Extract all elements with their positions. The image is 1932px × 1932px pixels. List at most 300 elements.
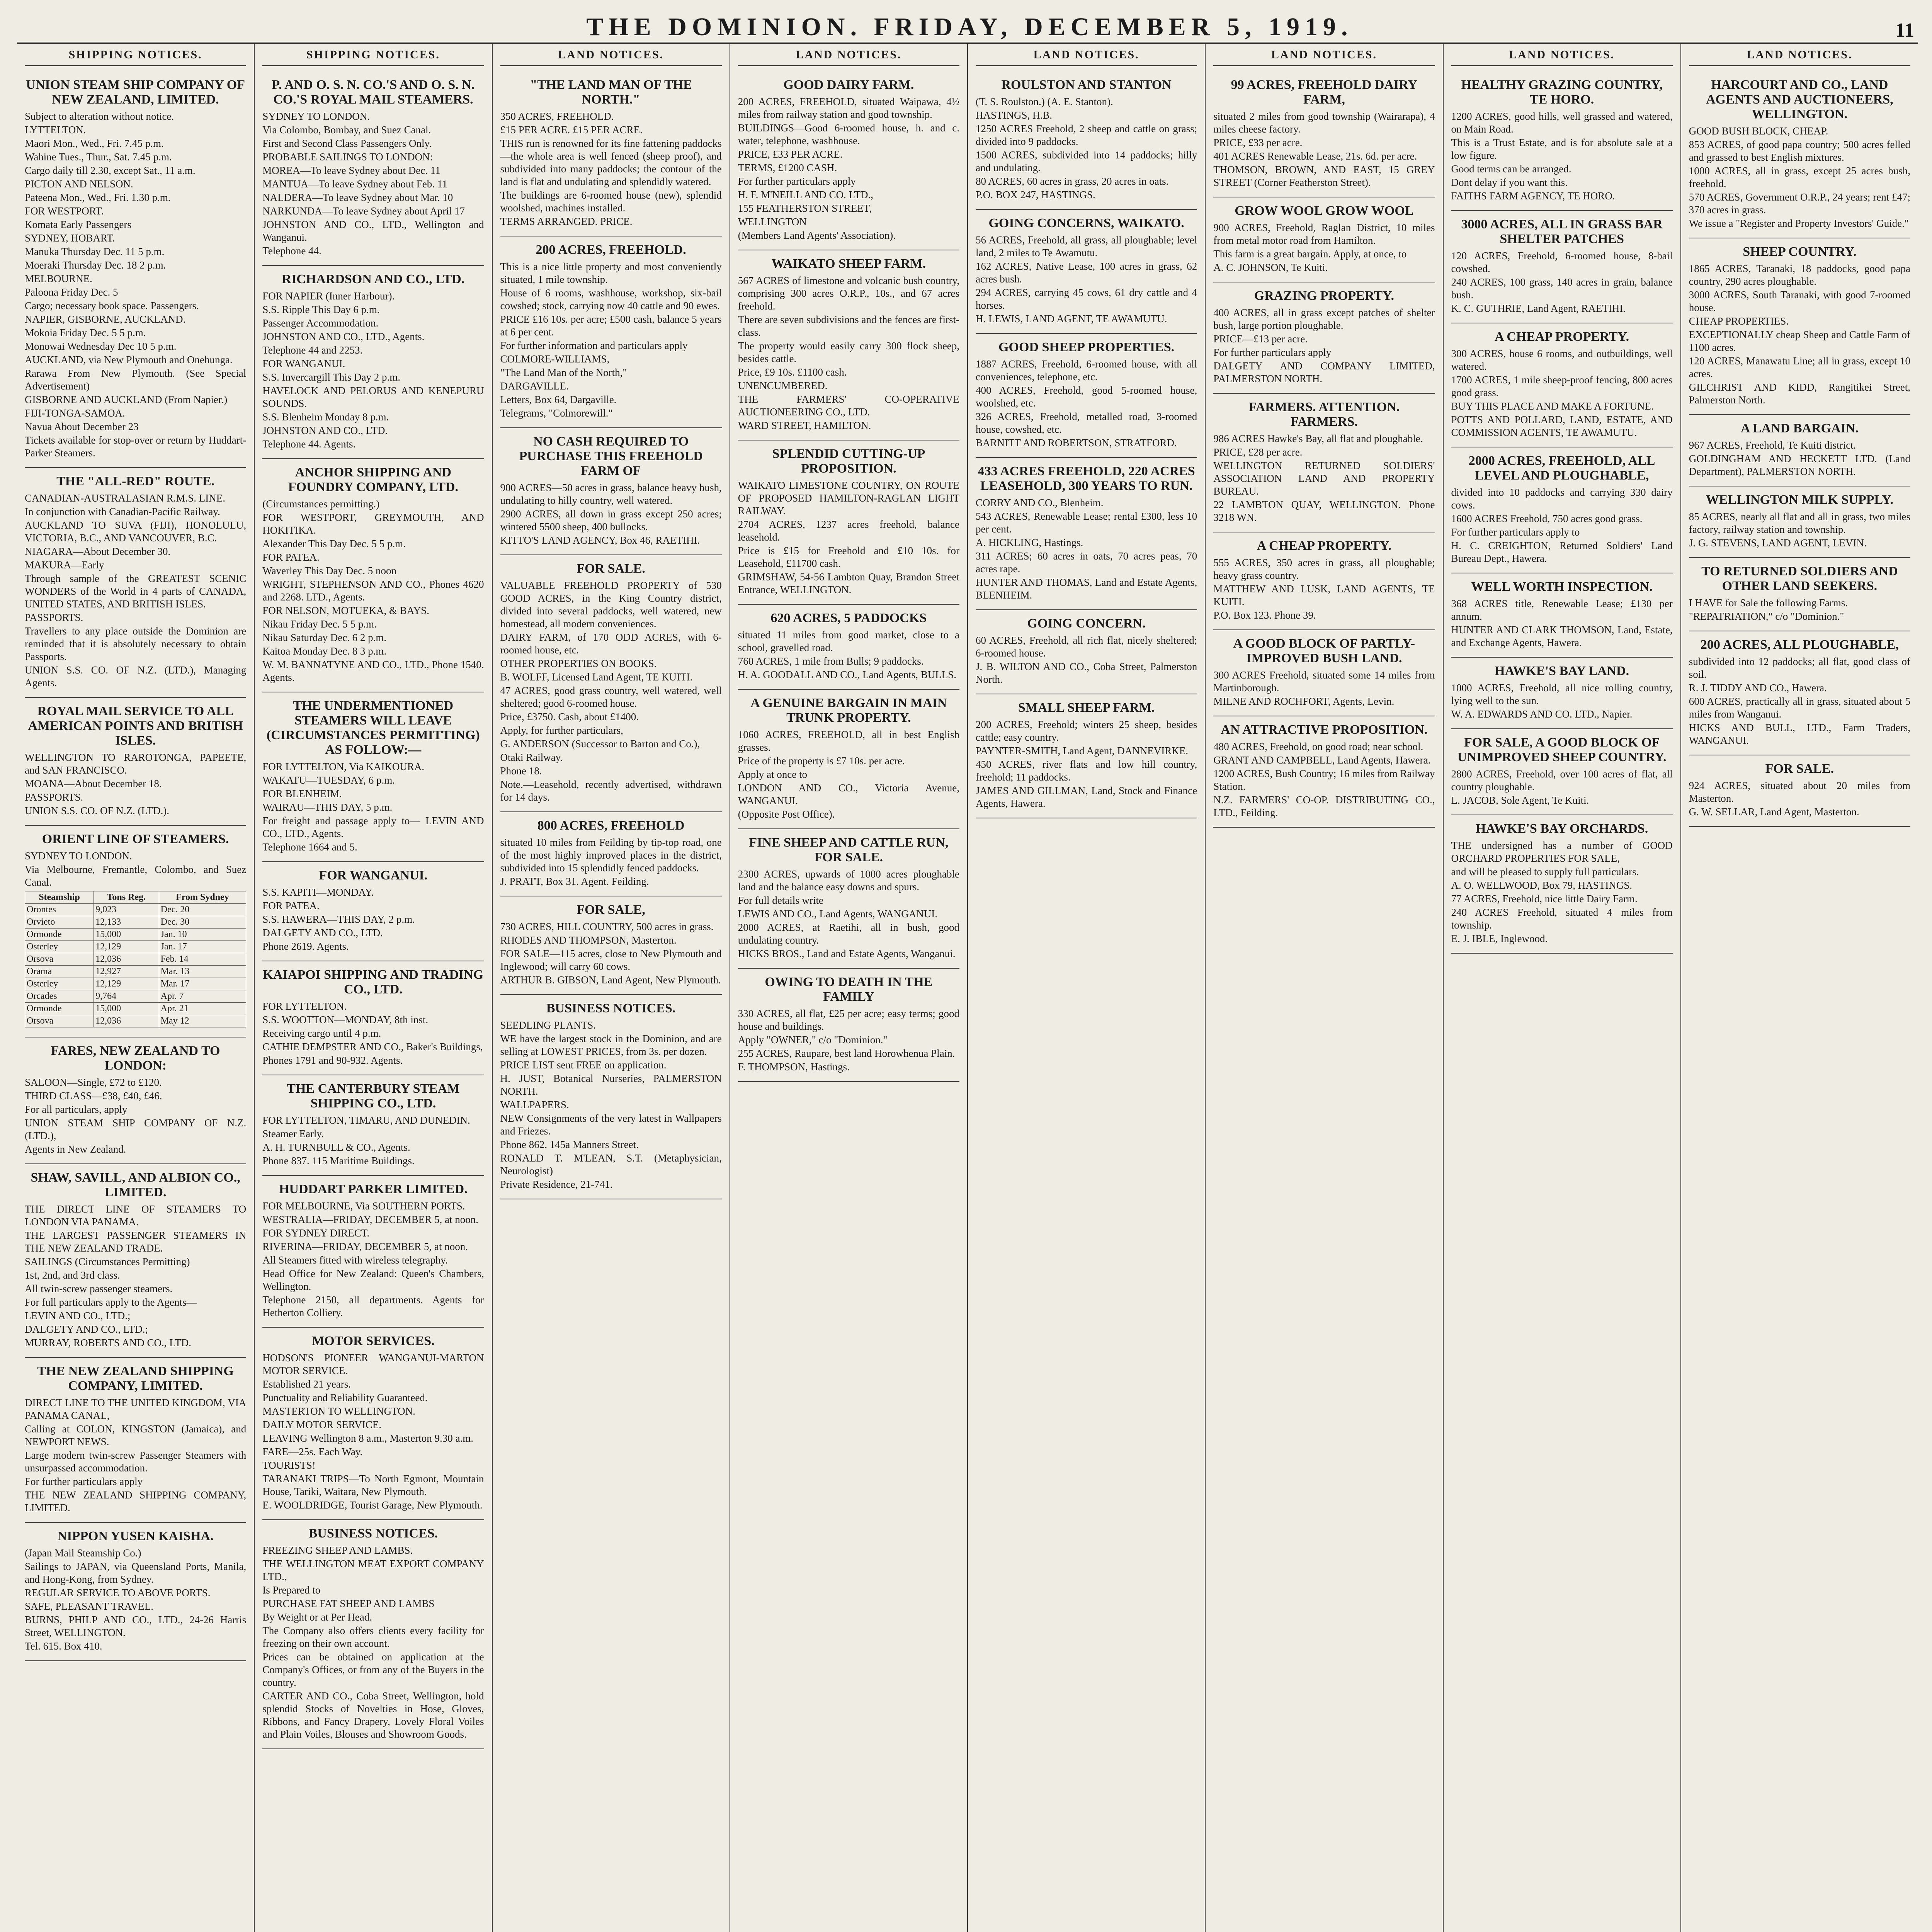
- ad-line: TARANAKI TRIPS—To North Egmont, Mountain House, Tariki, Waitara, New Plymouth.: [262, 1473, 484, 1497]
- ad-line: FARE—25s. Each Way.: [262, 1446, 363, 1458]
- ad-line: MAKURA—Early: [25, 559, 104, 571]
- ad-line: Established 21 years.: [262, 1378, 351, 1390]
- ad-title: THE CANTERBURY STEAM SHIPPING CO., LTD.: [287, 1082, 460, 1111]
- ad-line: FOR WANGANUI.: [262, 358, 345, 369]
- ad-line: Dont delay if you want this.: [1451, 177, 1568, 188]
- ad-line: For further particulars apply: [25, 1476, 143, 1487]
- ad-title: WELLINGTON MILK SUPPLY.: [1706, 493, 1893, 507]
- ad-title: FOR SALE,: [577, 903, 645, 917]
- ad-line: PROBABLE SAILINGS TO LONDON:: [262, 151, 433, 163]
- ad-title: 99 ACRES, FREEHOLD DAIRY FARM,: [1231, 78, 1418, 107]
- ad-line: For further particulars apply to: [1451, 526, 1580, 538]
- ad-line: HASTINGS, H.B.: [976, 109, 1053, 121]
- advertisement: [738, 440, 959, 605]
- ad-line: HICKS AND BULL, LTD., Farm Traders, WANGANUI.: [1689, 722, 1910, 746]
- ad-line: P.O. BOX 247, HASTINGS.: [976, 189, 1095, 201]
- ad-line: Tickets available for stop-over or return by Huddart-Parker Steamers.: [25, 434, 247, 459]
- ad-line: situated 10 miles from Feilding by tip-top road, one of the most highly improved places in the district, subdivided into 15 splendidly fenced paddocks.: [500, 837, 722, 874]
- ad-line: "REPATRIATION," c/o "Dominion.": [1689, 611, 1844, 622]
- column-header: LAND NOTICES.: [1689, 47, 1910, 66]
- ad-line: J. B. WILTON AND CO., Coba Street, Palmerston North.: [976, 661, 1197, 685]
- advertisement: [25, 1164, 246, 1358]
- ad-line: 2900 ACRES, all down in grass except 250 acres; wintered 5500 sheep, 400 bullocks.: [500, 508, 722, 532]
- ad-line: Agents in New Zealand.: [25, 1143, 126, 1155]
- ad-line: 120 ACRES, Manawatu Line; all in grass, except 10 acres.: [1689, 355, 1910, 379]
- ad-title: HAWKE'S BAY LAND.: [1495, 664, 1629, 678]
- advertisement: [976, 458, 1197, 610]
- ad-line: NAPIER, GISBORNE, AUCKLAND.: [25, 313, 186, 325]
- ad-line: 300 ACRES, house 6 rooms, and outbuildings, well watered.: [1451, 348, 1673, 372]
- ad-line: Steamer Early.: [262, 1128, 324, 1139]
- advertisement: [1689, 558, 1910, 631]
- ad-line: 1060 ACRES, FREEHOLD, all in best English grasses.: [738, 729, 959, 753]
- ad-title: ROYAL MAIL SERVICE TO ALL AMERICAN POINTS AND BRITISH ISLES.: [28, 704, 243, 748]
- ad-line: Phones 1791 and 90-932. Agents.: [262, 1054, 403, 1066]
- ad-title: 3000 ACRES, ALL IN GRASS BAR SHELTER PATCHES: [1461, 217, 1663, 246]
- ad-line: B. WOLFF, Licensed Land Agent, TE KUITI.: [500, 671, 693, 683]
- advertisement: [262, 266, 484, 459]
- ad-line: 570 ACRES, Government O.R.P., 24 years; rent £47; 370 acres in grass.: [1689, 191, 1910, 216]
- ad-line: Calling at COLON, KINGSTON (Jamaica), and NEWPORT NEWS.: [25, 1423, 247, 1447]
- ad-line: £15 PER ACRE. £15 PER ACRE.: [500, 124, 643, 136]
- ad-line: 2000 ACRES, at Raetihi, all in bush, good undulating country.: [738, 922, 959, 946]
- ad-line: F. THOMPSON, Hastings.: [738, 1061, 850, 1073]
- advertisement: [738, 829, 959, 969]
- ad-line: For further particulars apply: [738, 175, 856, 187]
- column-col5: [968, 44, 1206, 1932]
- ad-line: MASTERTON TO WELLINGTON.: [262, 1405, 415, 1417]
- table-cell: May 12: [159, 1015, 246, 1027]
- ad-title: SPLENDID CUTTING-UP PROPOSITION.: [772, 447, 925, 476]
- ad-title: GOING CONCERNS, WAIKATO.: [988, 216, 1184, 230]
- ad-line: 900 ACRES, Freehold, Raglan District, 10 miles from metal motor road from Hamilton.: [1213, 222, 1435, 246]
- ad-title: FARES, NEW ZEALAND TO LONDON:: [51, 1044, 220, 1073]
- ad-line: 401 ACRES Renewable Lease, 21s. 6d. per acre.: [1213, 150, 1417, 162]
- ad-title: WELL WORTH INSPECTION.: [1471, 580, 1653, 594]
- ad-line: THOMSON, BROWN, AND EAST, 15 GREY STREET (Corner Featherston Street).: [1213, 164, 1435, 188]
- ad-title: HEALTHY GRAZING COUNTRY, TE HORO.: [1461, 78, 1663, 107]
- ad-line: 368 ACRES title, Renewable Lease; £130 per annum.: [1451, 598, 1673, 622]
- ad-line: 47 ACRES, good grass country, well watered, well sheltered; good 6-roomed house.: [500, 685, 722, 709]
- ad-line: 155 FEATHERSTON STREET,: [738, 202, 872, 214]
- ad-title: FOR SALE.: [577, 561, 645, 576]
- advertisement: [262, 459, 484, 692]
- ad-line: W. A. EDWARDS AND CO. LTD., Napier.: [1451, 708, 1633, 720]
- advertisement: [262, 862, 484, 961]
- ad-line: Nikau Friday Dec. 5 5 p.m.: [262, 618, 377, 630]
- ad-line: Head Office for New Zealand: Queen's Chambers, Wellington.: [262, 1268, 484, 1292]
- advertisement: [1451, 71, 1673, 211]
- ad-line: MILNE AND ROCHFORT, Agents, Levin.: [1213, 696, 1395, 707]
- ad-line: Telephone 44 and 2253.: [262, 344, 363, 356]
- table-cell: 12,129: [94, 978, 159, 990]
- ad-line: Phone 837. 115 Maritime Buildings.: [262, 1155, 415, 1167]
- ad-line: TERMS ARRANGED. PRICE.: [500, 216, 633, 227]
- ad-line: Mokoia Friday Dec. 5 5 p.m.: [25, 327, 146, 338]
- ad-line: (Members Land Agents' Association).: [738, 230, 896, 241]
- ad-line: CANADIAN-AUSTRALASIAN R.M.S. LINE.: [25, 492, 225, 504]
- advertisement: [25, 1037, 246, 1164]
- table-cell: 9,023: [94, 904, 159, 916]
- ad-line: PRICE, £28 per acre.: [1213, 446, 1303, 458]
- table-cell: Dec. 20: [159, 904, 246, 916]
- ad-line: 1250 ACRES Freehold, 2 sheep and cattle on grass; divided into 9 paddocks.: [976, 123, 1197, 147]
- ad-line: FOR NAPIER (Inner Harbour).: [262, 290, 395, 302]
- advertisement: [738, 605, 959, 690]
- advertisement: [500, 71, 722, 236]
- ad-line: LEVIN AND CO., LTD.;: [25, 1310, 131, 1321]
- ad-line: 1200 ACRES, Bush Country; 16 miles from Railway Station.: [1213, 768, 1435, 792]
- ad-line: Via Melbourne, Fremantle, Colombo, and Suez Canal.: [25, 864, 247, 888]
- ad-line: Phone 862. 145a Manners Street.: [500, 1139, 639, 1150]
- ad-line: PURCHASE FAT SHEEP AND LAMBS: [262, 1598, 435, 1609]
- ad-line: 986 ACRES Hawke's Bay, all flat and ploughable.: [1213, 433, 1423, 444]
- ad-line: Monowai Wednesday Dec 10 5 p.m.: [25, 340, 177, 352]
- ad-line: Cargo daily till 2.30, except Sat., 11 a.m.: [25, 165, 196, 176]
- ad-line: MELBOURNE.: [25, 273, 92, 284]
- ad-line: 80 ACRES, 60 acres in grass, 20 acres in oats.: [976, 175, 1169, 187]
- table-cell: Orama: [25, 966, 94, 978]
- ad-line: W. M. BANNATYNE AND CO., LTD., Phone 1540. Agents.: [262, 659, 484, 683]
- ad-line: 240 ACRES, 100 grass, 140 acres in grain, balance bush.: [1451, 276, 1673, 301]
- ad-line: Sailings to JAPAN, via Queensland Ports, Manila, and Hong-Kong, from Sydney.: [25, 1561, 247, 1585]
- ad-line: H. F. M'NEILL AND CO. LTD.,: [738, 189, 873, 201]
- ad-line: THE NEW ZEALAND SHIPPING COMPANY, LIMITED.: [25, 1489, 247, 1514]
- ad-line: 1200 ACRES, good hills, well grassed and watered, on Main Road.: [1451, 111, 1673, 135]
- ad-line: PASSPORTS.: [25, 791, 83, 803]
- ad-line: SALOON—Single, £72 to £120.: [25, 1077, 162, 1088]
- ad-line: Telephone 1664 and 5.: [262, 841, 357, 853]
- ad-line: WAIRAU—THIS DAY, 5 p.m.: [262, 801, 393, 813]
- ad-line: Is Prepared to: [262, 1584, 321, 1596]
- ad-title: KAIAPOI SHIPPING AND TRADING CO., LTD.: [263, 968, 484, 997]
- ad-line: FOR SYDNEY DIRECT.: [262, 1227, 370, 1239]
- ad-line: All twin-screw passenger steamers.: [25, 1283, 173, 1294]
- ad-line: MOREA—To leave Sydney about Dec. 11: [262, 165, 440, 176]
- advertisement: [1689, 238, 1910, 415]
- ad-line: S.S. WOOTTON—MONDAY, 8th inst.: [262, 1014, 429, 1026]
- ad-title: A GOOD BLOCK OF PARTLY-IMPROVED BUSH LAND.: [1233, 636, 1415, 665]
- ad-title: 620 ACRES, 5 PADDOCKS: [770, 611, 927, 625]
- ad-line: DALGETY AND COMPANY LIMITED, PALMERSTON NORTH.: [1213, 360, 1435, 384]
- column-header: LAND NOTICES.: [1213, 47, 1435, 66]
- ad-line: P.O. Box 123. Phone 39.: [1213, 609, 1316, 621]
- table-cell: Jan. 17: [159, 941, 246, 953]
- ad-line: First and Second Class Passengers Only.: [262, 138, 432, 149]
- ad-line: PICTON AND NELSON.: [25, 178, 133, 190]
- ad-line: LYTTELTON.: [25, 124, 86, 136]
- ad-line: A. O. WELLWOOD, Box 79, HASTINGS.: [1451, 879, 1632, 891]
- ad-line: FOR LYTTELTON, Via KAIKOURA.: [262, 761, 425, 772]
- table-cell: 15,000: [94, 1003, 159, 1015]
- columns: [17, 44, 1918, 1932]
- ad-line: Via Colombo, Bombay, and Suez Canal.: [262, 124, 431, 136]
- ad-line: A. H. TURNBULL & CO., Agents.: [262, 1141, 410, 1153]
- ad-line: Rarawa From New Plymouth. (See Special Advertisement): [25, 367, 247, 392]
- ad-line: (Circumstances permitting.): [262, 498, 380, 510]
- ad-line: UNENCUMBERED.: [738, 380, 828, 391]
- ad-line: HUNTER AND THOMAS, Land and Estate Agents, BLENHEIM.: [976, 577, 1197, 601]
- ad-title: NIPPON YUSEN KAISHA.: [57, 1529, 214, 1543]
- ad-line: (Opposite Post Office).: [738, 808, 835, 820]
- ad-line: Price is £15 for Freehold and £10 10s. for Leasehold, £11700 cash.: [738, 545, 959, 569]
- ad-line: Note.—Leasehold, recently advertised, withdrawn for 14 days.: [500, 779, 722, 803]
- ad-line: 2704 ACRES, 1237 acres freehold, balance leasehold.: [738, 519, 959, 543]
- advertisement: [976, 694, 1197, 818]
- advertisement: [738, 969, 959, 1082]
- ad-line: THE undersigned has a number of GOOD ORCHARD PROPERTIES FOR SALE,: [1451, 840, 1673, 864]
- ad-line: L. JACOB, Sole Agent, Te Kuiti.: [1451, 794, 1589, 806]
- ad-title: AN ATTRACTIVE PROPOSITION.: [1221, 723, 1428, 737]
- ad-line: FOR PATEA.: [262, 551, 320, 563]
- ad-line: Kaitoa Monday Dec. 8 3 p.m.: [262, 645, 387, 657]
- ad-line: Phone 18.: [500, 765, 542, 777]
- table-cell: 12,036: [94, 1015, 159, 1027]
- ad-line: UNION S.S. CO. OF N.Z. (LTD.), Managing Agents.: [25, 664, 247, 689]
- ad-line: NIAGARA—About December 30.: [25, 546, 171, 557]
- ad-line: Letters, Box 64, Dargaville.: [500, 394, 617, 405]
- advertisement: [500, 236, 722, 428]
- ad-line: 255 ACRES, Raupare, best land Horowhenua Plain.: [738, 1048, 955, 1059]
- ad-line: S.S. Ripple This Day 6 p.m.: [262, 304, 380, 315]
- ad-line: DALGETY AND CO., LTD.: [262, 927, 383, 939]
- ad-line: FOR BLENHEIM.: [262, 788, 342, 799]
- advertisement: [500, 896, 722, 995]
- ad-line: 77 ACRES, Freehold, nice little Dairy Farm.: [1451, 893, 1638, 905]
- ad-line: Price, £9 10s. £1100 cash.: [738, 366, 847, 378]
- table-row: [25, 1015, 246, 1027]
- ad-line: DALGETY AND CO., LTD.;: [25, 1323, 148, 1335]
- ad-line: A. HICKLING, Hastings.: [976, 537, 1083, 548]
- ad-line: FOR LYTTELTON, TIMARU, AND DUNEDIN.: [262, 1114, 470, 1126]
- table-cell: Feb. 14: [159, 953, 246, 966]
- table-row: [25, 1003, 246, 1015]
- ad-line: S.S. HAWERA—THIS DAY, 2 p.m.: [262, 913, 415, 925]
- table-cell: Mar. 17: [159, 978, 246, 990]
- ad-title: GROW WOOL GROW WOOL: [1235, 204, 1414, 218]
- ad-line: I HAVE for Sale the following Farms.: [1689, 597, 1848, 609]
- ad-line: GOLDINGHAM AND HECKETT LTD. (Land Department), PALMERSTON NORTH.: [1689, 453, 1910, 477]
- ad-line: R. J. TIDDY AND CO., Hawera.: [1689, 682, 1827, 694]
- ad-line: situated 11 miles from good market, close to a school, gravelled road.: [738, 629, 959, 653]
- ad-line: Komata Early Passengers: [25, 219, 131, 230]
- table-cell: 9,764: [94, 990, 159, 1003]
- advertisement: [1213, 716, 1435, 828]
- ad-title: 433 ACRES FREEHOLD, 220 ACRES LEASEHOLD, 300 YEARS TO RUN.: [978, 464, 1195, 493]
- ad-line: Punctuality and Reliability Guaranteed.: [262, 1392, 428, 1403]
- ad-line: For all particulars, apply: [25, 1104, 128, 1115]
- ad-title: A GENUINE BARGAIN IN MAIN TRUNK PROPERTY.: [750, 696, 947, 725]
- ad-line: Cargo; necessary book space. Passengers.: [25, 300, 199, 311]
- table-row: [25, 966, 246, 978]
- ad-line: THE DIRECT LINE OF STEAMERS TO LONDON VIA PANAMA.: [25, 1203, 247, 1228]
- ad-line: 311 ACRES; 60 acres in oats, 70 acres peas, 70 acres rape.: [976, 550, 1197, 575]
- ad-line: The buildings are 6-roomed house (new), splendid woolshed, machines installed.: [500, 189, 722, 214]
- advertisement: [1213, 282, 1435, 394]
- ad-line: Otaki Railway.: [500, 752, 563, 763]
- ad-line: FOR LYTTELTON.: [262, 1000, 347, 1012]
- ad-line: 1600 ACRES Freehold, 750 acres good grass.: [1451, 513, 1643, 524]
- ad-title: FOR SALE.: [1765, 762, 1834, 776]
- table-cell: Osterley: [25, 941, 94, 953]
- ad-line: RHODES AND THOMPSON, Masterton.: [500, 934, 677, 946]
- ad-line: 3000 ACRES, South Taranaki, with good 7-roomed house.: [1689, 289, 1910, 313]
- ad-line: FOR WESTPORT, GREYMOUTH, AND HOKITIKA.: [262, 512, 484, 536]
- ad-line: HUNTER AND CLARK THOMSON, Land, Estate, and Exchange Agents, Hawera.: [1451, 624, 1673, 648]
- ad-line: S.S. KAPITI—MONDAY.: [262, 886, 374, 898]
- ad-line: For further particulars apply: [1213, 347, 1332, 358]
- ad-line: UNION STEAM SHIP COMPANY OF N.Z. (LTD.),: [25, 1117, 247, 1141]
- ad-line: 450 ACRES, river flats and low hill country, freehold; 11 paddocks.: [976, 759, 1197, 783]
- ad-title: THE UNDERMENTIONED STEAMERS WILL LEAVE (CIRCUMSTANCES PERMITTING) AS FOLLOW:—: [266, 699, 480, 757]
- ad-title: RICHARDSON AND CO., LTD.: [282, 272, 465, 286]
- column-col8: [1681, 44, 1918, 1932]
- ad-line: Telephone 2150, all departments. Agents for Hetherton Colliery.: [262, 1294, 484, 1318]
- ad-line: Wahine Tues., Thur., Sat. 7.45 p.m.: [25, 151, 172, 163]
- ad-line: 120 ACRES, Freehold, 6-roomed house, 8-bail cowshed.: [1451, 250, 1673, 274]
- ad-line: 730 ACRES, HILL COUNTRY, 500 acres in grass.: [500, 921, 714, 932]
- ad-line: LONDON AND CO., Victoria Avenue, WANGANUI.: [738, 782, 959, 806]
- ad-line: VALUABLE FREEHOLD PROPERTY of 530 GOOD ACRES, in the King Country district, divided into several paddocks, well watered, new homestead, all modern conveniences.: [500, 580, 722, 629]
- advertisement: [25, 468, 246, 698]
- ad-line: JOHNSTON AND CO., LTD.: [262, 425, 388, 436]
- ad-line: WELLINGTON TO RAROTONGA, PAPEETE, and SAN FRANCISCO.: [25, 752, 247, 776]
- table-cell: 12,927: [94, 966, 159, 978]
- ad-line: THIRD CLASS—£38, £40, £46.: [25, 1090, 162, 1102]
- ad-line: For freight and passage apply to— LEVIN AND CO., LTD., Agents.: [262, 815, 484, 839]
- ad-line: 350 ACRES, FREEHOLD.: [500, 111, 614, 122]
- ad-title: ANCHOR SHIPPING AND FOUNDRY COMPANY, LTD.: [288, 465, 458, 494]
- advertisement: [262, 1328, 484, 1520]
- ad-title: 800 ACRES, FREEHOLD: [537, 818, 685, 833]
- ad-line: J. G. STEVENS, LAND AGENT, LEVIN.: [1689, 537, 1867, 549]
- ad-line: UNION S.S. CO. OF N.Z. (LTD.).: [25, 805, 170, 816]
- advertisement: [500, 812, 722, 896]
- ad-line: 330 ACRES, all flat, £25 per acre; easy terms; good house and buildings.: [738, 1008, 959, 1032]
- ad-line: H. JUST, Botanical Nurseries, PALMERSTON NORTH.: [500, 1073, 722, 1097]
- ad-title: GRAZING PROPERTY.: [1254, 289, 1394, 303]
- ad-line: 555 ACRES, 350 acres in grass, all ploughable; heavy grass country.: [1213, 557, 1435, 581]
- ad-line: BARNITT AND ROBERTSON, STRATFORD.: [976, 437, 1177, 449]
- ad-line: 1500 ACRES, subdivided into 14 paddocks; hilly and undulating.: [976, 149, 1197, 173]
- ad-line: WRIGHT, STEPHENSON AND CO., Phones 4620 and 2268. LTD., Agents.: [262, 578, 484, 603]
- ad-line: DIRECT LINE TO THE UNITED KINGDOM, VIA PANAMA CANAL,: [25, 1397, 247, 1421]
- ad-line: 240 ACRES Freehold, situated 4 miles from township.: [1451, 906, 1673, 931]
- table-row: [25, 929, 246, 941]
- table-header-cell: From Sydney: [159, 891, 246, 904]
- ad-title: A CHEAP PROPERTY.: [1495, 330, 1629, 344]
- ad-line: This is a Trust Estate, and is for absolute sale at a low figure.: [1451, 137, 1673, 161]
- ad-line: DAILY MOTOR SERVICE.: [262, 1419, 382, 1430]
- ad-line: (T. S. Roulston.) (A. E. Stanton).: [976, 96, 1113, 107]
- ad-title: TO RETURNED SOLDIERS AND OTHER LAND SEEKERS.: [1701, 564, 1898, 593]
- table-cell: Mar. 13: [159, 966, 246, 978]
- ad-line: We issue a "Register and Property Investors' Guide.": [1689, 218, 1909, 229]
- ad-line: TOURISTS!: [262, 1459, 316, 1471]
- ad-title: FOR SALE, A GOOD BLOCK OF UNIMPROVED SHEEP COUNTRY.: [1457, 735, 1667, 764]
- ad-line: 1887 ACRES, Freehold, 6-roomed house, with all conveniences, telephone, etc.: [976, 358, 1197, 383]
- ad-line: H. C. CREIGHTON, Returned Soldiers' Land Bureau Dept., Hawera.: [1451, 540, 1673, 564]
- advertisement: [738, 690, 959, 829]
- ad-line: AUCKLAND, via New Plymouth and Onehunga.: [25, 354, 233, 366]
- advertisement: [1689, 71, 1910, 238]
- ad-title: FARMERS. ATTENTION. FARMERS.: [1248, 400, 1400, 429]
- ad-title: OWING TO DEATH IN THE FAMILY: [765, 975, 933, 1004]
- table-cell: Orsova: [25, 1015, 94, 1027]
- ad-line: PRICE LIST sent FREE on application.: [500, 1059, 667, 1071]
- ad-line: BURNS, PHILP AND CO., LTD., 24-26 Harris Street, WELLINGTON.: [25, 1614, 247, 1638]
- ad-line: E. WOOLDRIDGE, Tourist Garage, New Plymouth.: [262, 1499, 483, 1511]
- ad-line: Receiving cargo until 4 p.m.: [262, 1027, 381, 1039]
- ad-line: SAILINGS (Circumstances Permitting): [25, 1256, 190, 1267]
- newspaper-page: [17, 14, 1918, 1932]
- ad-line: 900 ACRES—50 acres in grass, balance heavy bush, undulating to hilly country, well watered.: [500, 482, 722, 506]
- ad-title: FOR WANGANUI.: [319, 868, 428, 883]
- ad-title: HUDDART PARKER LIMITED.: [279, 1182, 468, 1196]
- ad-line: HICKS BROS., Land and Estate Agents, Wanganui.: [738, 948, 956, 959]
- ad-line: RIVERINA—FRIDAY, DECEMBER 5, at noon.: [262, 1241, 468, 1252]
- ad-line: WAKATU—TUESDAY, 6 p.m.: [262, 774, 395, 786]
- ad-title: 2000 ACRES, FREEHOLD, ALL LEVEL AND PLOUGHABLE,: [1468, 454, 1655, 483]
- ad-title: WAIKATO SHEEP FARM.: [771, 257, 926, 271]
- ad-line: RONALD T. M'LEAN, S.T. (Metaphysician, Neurologist): [500, 1152, 722, 1177]
- table-cell: Orsova: [25, 953, 94, 966]
- column-col7: [1444, 44, 1681, 1932]
- table-cell: Ormonde: [25, 929, 94, 941]
- advertisement: [262, 692, 484, 862]
- ad-line: For full details write: [738, 895, 823, 906]
- column-header: LAND NOTICES.: [500, 47, 722, 66]
- ad-line: GILCHRIST AND KIDD, Rangitikei Street, Palmerston North.: [1689, 381, 1910, 406]
- masthead: [17, 14, 1918, 44]
- ad-line: WARD STREET, HAMILTON.: [738, 420, 871, 431]
- ad-line: 1000 ACRES, all in grass, except 25 acres bush, freehold.: [1689, 165, 1910, 189]
- ad-line: GISBORNE AND AUCKLAND (From Napier.): [25, 394, 228, 405]
- ad-title: THE "ALL-RED" ROUTE.: [56, 474, 215, 488]
- advertisement: [976, 210, 1197, 334]
- advertisement: [25, 698, 246, 826]
- table-cell: Apr. 7: [159, 990, 246, 1003]
- ad-line: 853 ACRES, of good papa country; 500 acres felled and grassed to best English mixtures.: [1689, 139, 1910, 163]
- ad-title: HAWKE'S BAY ORCHARDS.: [1476, 821, 1648, 836]
- column-header: LAND NOTICES.: [738, 47, 959, 66]
- ad-line: MANTUA—To leave Sydney about Feb. 11: [262, 178, 447, 190]
- ad-line: LEWIS AND CO., Land Agents, WANGANUI.: [738, 908, 937, 920]
- ad-title: NO CASH REQUIRED TO PURCHASE THIS FREEHOLD FARM OF: [519, 434, 703, 478]
- ad-title: GOING CONCERN.: [1027, 616, 1146, 631]
- advertisement: [262, 1176, 484, 1328]
- table-cell: Apr. 21: [159, 1003, 246, 1015]
- ad-line: The Company also offers clients every facility for freezing on their own account.: [262, 1625, 484, 1649]
- ad-title: 200 ACRES, ALL PLOUGHABLE,: [1700, 638, 1899, 652]
- ad-line: DARGAVILLE.: [500, 380, 569, 392]
- advertisement: [1689, 631, 1910, 755]
- ad-line: 1000 ACRES, Freehold, all nice rolling country, lying well to the sun.: [1451, 682, 1673, 706]
- ad-line: NALDERA—To leave Sydney about Mar. 10: [262, 192, 453, 203]
- ad-title: MOTOR SERVICES.: [312, 1334, 435, 1348]
- ad-line: 300 ACRES Freehold, situated some 14 miles from Martinborough.: [1213, 669, 1435, 694]
- ad-line: HODSON'S PIONEER WANGANUI-MARTON MOTOR SERVICE.: [262, 1352, 484, 1376]
- advertisement: [1451, 447, 1673, 573]
- ad-line: SYDNEY, HOBART.: [25, 232, 115, 244]
- ad-line: Passenger Accommodation.: [262, 317, 379, 329]
- ad-line: Pateena Mon., Wed., Fri. 1.30 p.m.: [25, 192, 171, 203]
- ad-line: Moeraki Thursday Dec. 18 2 p.m.: [25, 259, 166, 271]
- ad-line: WELLINGTON: [738, 216, 807, 228]
- ad-line: REGULAR SERVICE TO ABOVE PORTS.: [25, 1587, 211, 1599]
- ad-title: "THE LAND MAN OF THE NORTH.": [530, 78, 692, 107]
- ad-line: 2300 ACRES, upwards of 1000 acres ploughable land and the balance easy downs and spurs.: [738, 868, 959, 893]
